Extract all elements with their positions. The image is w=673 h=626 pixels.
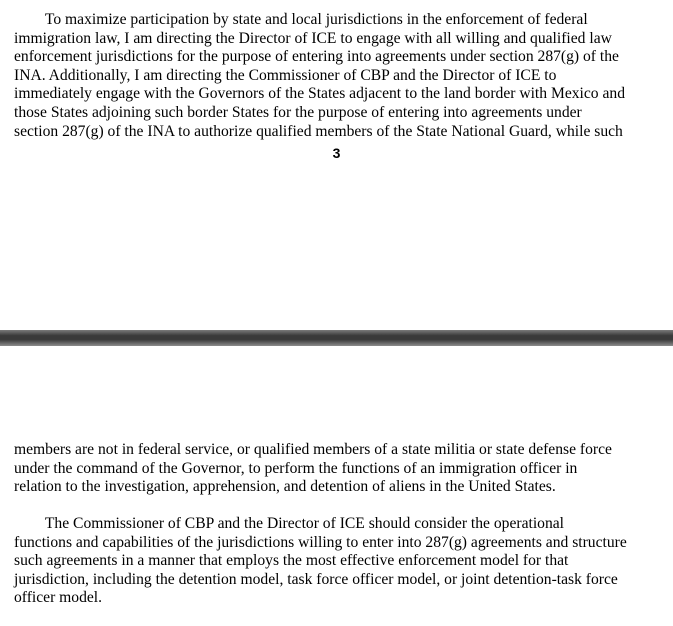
text-line: immediately engage with the Governors of the States adjacent to the land border with Mexico and — [14, 85, 626, 103]
document-page-bottom — [0, 346, 673, 626]
text-line: members are not in federal service, or qualified members of a state militia or state defense force — [14, 441, 612, 458]
text-line: INA. Additionally, I am directing the Commissioner of CBP and the Director of ICE to — [14, 66, 557, 84]
text-line: relation to the investigation, apprehension, and detention of aliens in the United States. — [14, 478, 556, 496]
text-line: functions and capabilities of the jurisdictions willing to enter into 287(g) agreements and structure — [14, 533, 627, 551]
text-line: jurisdiction, including the detention model, task force officer model, or joint detention-task force — [14, 570, 618, 588]
text-line: such agreements in a manner that employs the most effective enforcement model for that — [14, 552, 569, 570]
page-number: 3 — [332, 145, 341, 161]
text-line: enforcement jurisdictions for the purpose of entering into agreements under section 287(g) of the — [14, 48, 619, 66]
text-line: section 287(g) of the INA to authorize qualified members of the State National Guard, while such — [14, 122, 623, 140]
text-line: To maximize participation by state and local jurisdictions in the enforcement of federal — [14, 11, 588, 28]
text-line: The Commissioner of CBP and the Director of ICE should consider the operational — [14, 515, 565, 532]
text-line: officer model. — [14, 589, 103, 607]
text-line: immigration law, I am directing the Director of ICE to engage with all willing and qualified law — [14, 29, 612, 47]
page-break-divider — [0, 330, 673, 346]
paragraph-287g-participation — [14, 11, 666, 141]
text-line: those States adjoining such border States for the purpose of entering into agreements under — [14, 103, 582, 121]
paragraph-continuation — [14, 441, 666, 497]
text-line: under the command of the Governor, to perform the functions of an immigration officer in — [14, 459, 578, 477]
paragraph-enforcement-model — [14, 515, 666, 608]
